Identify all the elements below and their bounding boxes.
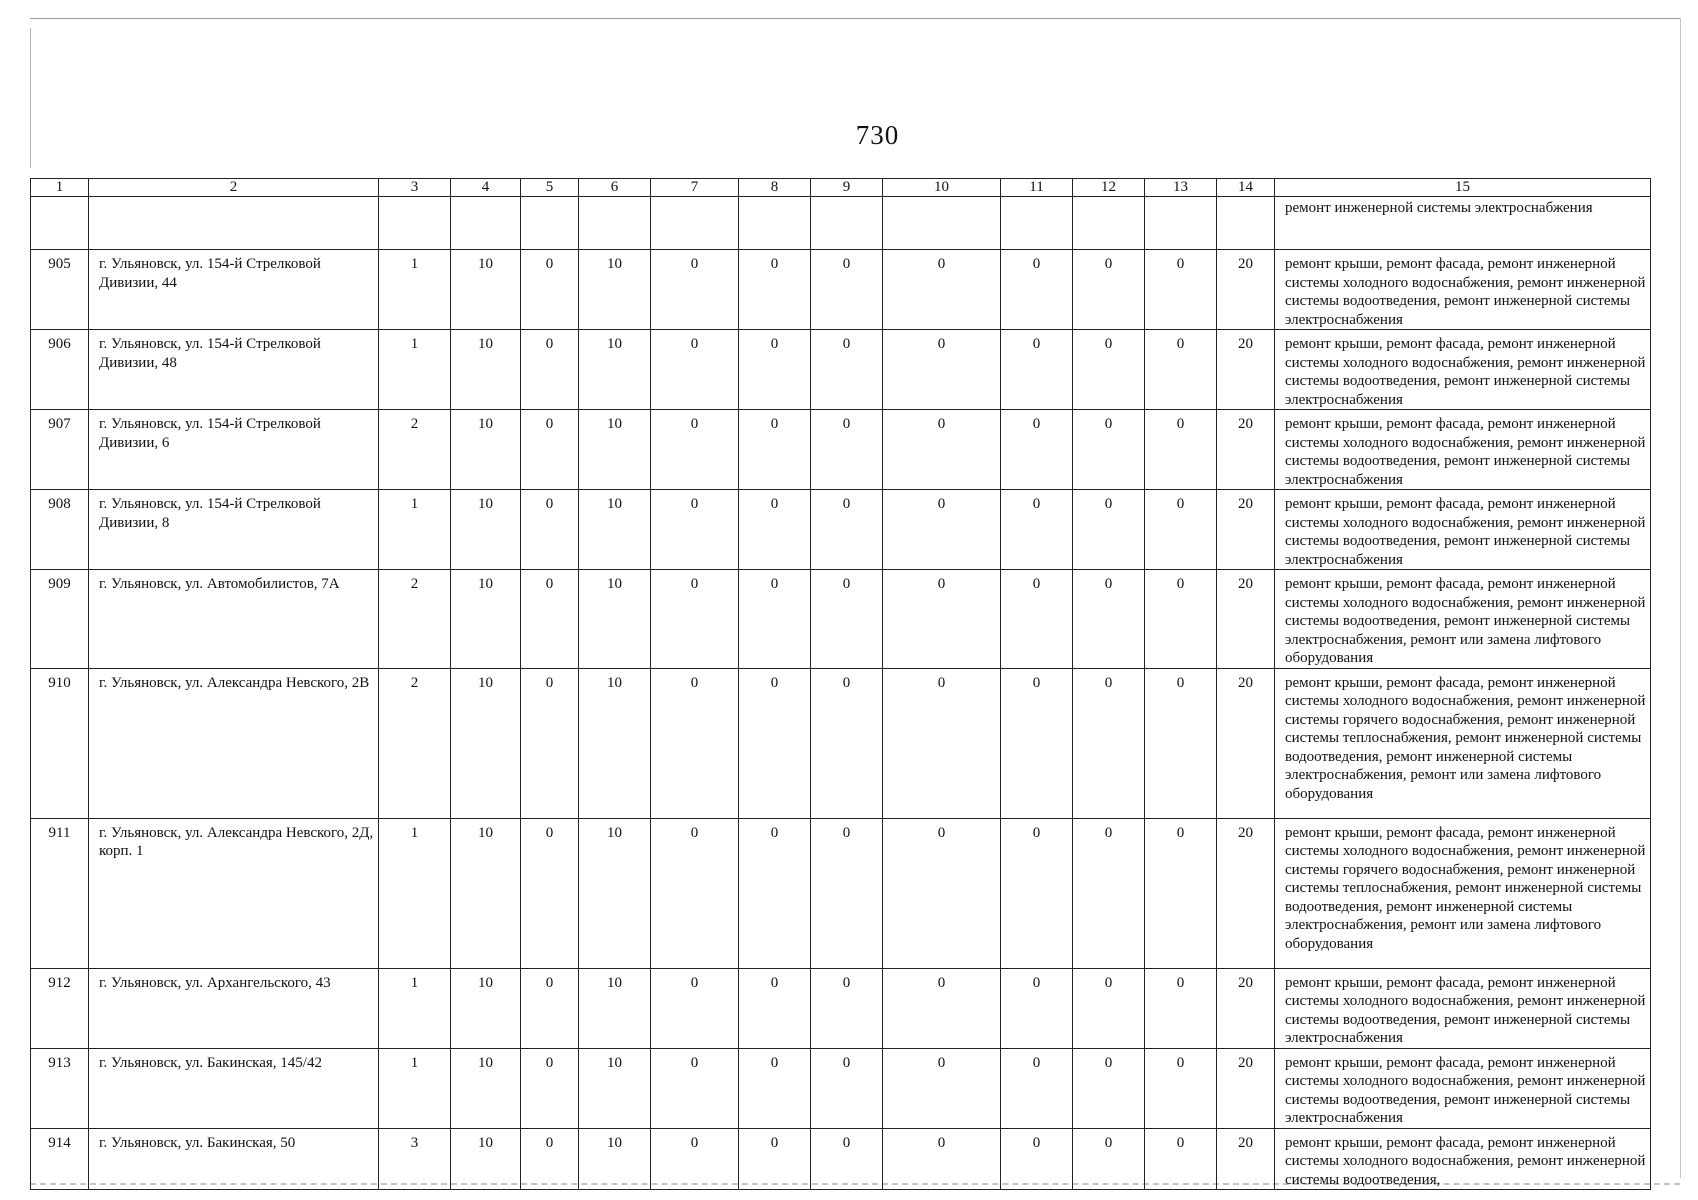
row-number: 913	[31, 1048, 89, 1128]
cell-c11: 0	[1001, 668, 1073, 818]
cell-c14: 20	[1217, 490, 1275, 570]
cell-c5: 0	[521, 818, 579, 968]
cell-c14: 20	[1217, 968, 1275, 1048]
cell-c11: 0	[1001, 1048, 1073, 1128]
cell-c14: 20	[1217, 818, 1275, 968]
row-number: 911	[31, 818, 89, 968]
cell-c6: 10	[579, 1128, 651, 1190]
cell-c14: 20	[1217, 250, 1275, 330]
column-header: 9	[811, 179, 883, 197]
cell-c14: 20	[1217, 330, 1275, 410]
works-cell: ремонт крыши, ремонт фасада, ремонт инженерной системы холодного водоснабжения, ремонт инженерной системы горячего водоснабжения, ремонт инженерной системы теплоснабжения, ремонт инженерной системы водоотведения, ремонт инженерной системы электроснабжения, ремонт или замена лифтового оборудования	[1275, 818, 1651, 968]
cell-c6: 10	[579, 570, 651, 669]
works-cell: ремонт крыши, ремонт фасада, ремонт инженерной системы холодного водоснабжения, ремонт инженерной системы водоотведения, ремонт инженерной системы электроснабжения	[1275, 968, 1651, 1048]
works-cell: ремонт крыши, ремонт фасада, ремонт инженерной системы холодного водоснабжения, ремонт инженерной системы водоотведения, ремонт инженерной системы электроснабжения	[1275, 330, 1651, 410]
cell-c10: 0	[883, 570, 1001, 669]
cell-c5: 0	[521, 490, 579, 570]
cell-c5: 0	[521, 1048, 579, 1128]
column-header: 12	[1073, 179, 1145, 197]
cell-c4: 10	[451, 818, 521, 968]
cell-c3: 1	[379, 968, 451, 1048]
cell-c11: 0	[1001, 818, 1073, 968]
cell-c7: 0	[651, 968, 739, 1048]
repair-plan-table	[30, 178, 1651, 1190]
cell-c6: 10	[579, 330, 651, 410]
column-header: 8	[739, 179, 811, 197]
column-number-header	[31, 179, 1651, 197]
works-cell: ремонт крыши, ремонт фасада, ремонт инженерной системы холодного водоснабжения, ремонт инженерной системы водоотведения,	[1275, 1128, 1651, 1190]
works-cell: ремонт крыши, ремонт фасада, ремонт инженерной системы холодного водоснабжения, ремонт инженерной системы горячего водоснабжения, ремонт инженерной системы теплоснабжения, ремонт инженерной системы водоотведения, ремонт инженерной системы электроснабжения, ремонт или замена лифтового оборудования	[1275, 668, 1651, 818]
cell-c13: 0	[1145, 968, 1217, 1048]
address-cell: г. Ульяновск, ул. 154-й Стрелковой Дивизии, 8	[89, 490, 379, 570]
cell-c4: 10	[451, 330, 521, 410]
cell-c11: 0	[1001, 410, 1073, 490]
cell-c6: 10	[579, 668, 651, 818]
cell-c9: 0	[811, 1048, 883, 1128]
works-cell: ремонт крыши, ремонт фасада, ремонт инженерной системы холодного водоснабжения, ремонт инженерной системы водоотведения, ремонт инженерной системы электроснабжения, ремонт или замена лифтового оборудования	[1275, 570, 1651, 669]
cell-c8: 0	[739, 490, 811, 570]
address-cell: г. Ульяновск, ул. 154-й Стрелковой Дивизии, 48	[89, 330, 379, 410]
cell-c6: 10	[579, 818, 651, 968]
address-cell: г. Ульяновск, ул. Архангельского, 43	[89, 968, 379, 1048]
cell-c13: 0	[1145, 818, 1217, 968]
cell-c13: 0	[1145, 570, 1217, 669]
cell-c7: 0	[651, 668, 739, 818]
row-number: 906	[31, 330, 89, 410]
cell-c9: 0	[811, 570, 883, 669]
column-header: 4	[451, 179, 521, 197]
works-cell: ремонт крыши, ремонт фасада, ремонт инженерной системы холодного водоснабжения, ремонт инженерной системы водоотведения, ремонт инженерной системы электроснабжения	[1275, 410, 1651, 490]
works-cell: ремонт инженерной системы электроснабжения	[1275, 197, 1651, 250]
cell-c10: 0	[883, 1128, 1001, 1190]
row-number: 905	[31, 250, 89, 330]
cell-c9: 0	[811, 1128, 883, 1190]
cell-c7: 0	[651, 1048, 739, 1128]
row-number: 912	[31, 968, 89, 1048]
table-row	[31, 818, 1651, 968]
cell-c8: 0	[739, 250, 811, 330]
cell-c8: 0	[739, 330, 811, 410]
cell-c13: 0	[1145, 410, 1217, 490]
address-cell: г. Ульяновск, ул. Бакинская, 145/42	[89, 1048, 379, 1128]
cell-c5: 0	[521, 570, 579, 669]
cell-c3: 2	[379, 410, 451, 490]
cell-c12: 0	[1073, 250, 1145, 330]
cell-c4: 10	[451, 968, 521, 1048]
cell-c10: 0	[883, 818, 1001, 968]
cell-c12: 0	[1073, 818, 1145, 968]
cell-c13: 0	[1145, 490, 1217, 570]
cell-c3: 2	[379, 570, 451, 669]
cell-c7: 0	[651, 818, 739, 968]
address-cell: г. Ульяновск, ул. Александра Невского, 2Д, корп. 1	[89, 818, 379, 968]
cell-c7: 0	[651, 570, 739, 669]
cell-c9: 0	[811, 968, 883, 1048]
row-number: 909	[31, 570, 89, 669]
column-header: 6	[579, 179, 651, 197]
cell-c7: 0	[651, 410, 739, 490]
cell-c13: 0	[1145, 1048, 1217, 1128]
cell-c12: 0	[1073, 410, 1145, 490]
cell-c9: 0	[811, 410, 883, 490]
column-header: 1	[31, 179, 89, 197]
cell-c14: 20	[1217, 1048, 1275, 1128]
cell-c9: 0	[811, 668, 883, 818]
column-header: 13	[1145, 179, 1217, 197]
column-header: 11	[1001, 179, 1073, 197]
cell-c4: 10	[451, 250, 521, 330]
cell-c4: 10	[451, 1128, 521, 1190]
cell-c14: 20	[1217, 668, 1275, 818]
cell-c3: 1	[379, 490, 451, 570]
cell-c11: 0	[1001, 968, 1073, 1048]
cell-c8: 0	[739, 668, 811, 818]
works-cell: ремонт крыши, ремонт фасада, ремонт инженерной системы холодного водоснабжения, ремонт инженерной системы водоотведения, ремонт инженерной системы электроснабжения	[1275, 1048, 1651, 1128]
page-border-top	[30, 18, 1680, 19]
table-row	[31, 330, 1651, 410]
cell-c13: 0	[1145, 668, 1217, 818]
cell-c12: 0	[1073, 1048, 1145, 1128]
cell-c6: 10	[579, 410, 651, 490]
cell-c3: 1	[379, 330, 451, 410]
cell-c7: 0	[651, 250, 739, 330]
cell-c11: 0	[1001, 490, 1073, 570]
cell-c11: 0	[1001, 1128, 1073, 1190]
cell-c14: 20	[1217, 410, 1275, 490]
cell-c5: 0	[521, 968, 579, 1048]
row-number: 907	[31, 410, 89, 490]
cell-c13: 0	[1145, 330, 1217, 410]
cell-c10: 0	[883, 1048, 1001, 1128]
cell-c4: 10	[451, 668, 521, 818]
cell-c8: 0	[739, 410, 811, 490]
cell-c3: 1	[379, 250, 451, 330]
cell-c13: 0	[1145, 250, 1217, 330]
address-cell: г. Ульяновск, ул. Александра Невского, 2В	[89, 668, 379, 818]
cell-c7: 0	[651, 490, 739, 570]
table-row	[31, 250, 1651, 330]
cell-c7: 0	[651, 1128, 739, 1190]
row-number: 914	[31, 1128, 89, 1190]
address-cell: г. Ульяновск, ул. Бакинская, 50	[89, 1128, 379, 1190]
cell-c12: 0	[1073, 570, 1145, 669]
cell-c8: 0	[739, 1048, 811, 1128]
cell-c3: 1	[379, 1048, 451, 1128]
cell-c10: 0	[883, 490, 1001, 570]
cell-c10: 0	[883, 968, 1001, 1048]
cell-c6: 10	[579, 250, 651, 330]
cell-c13: 0	[1145, 1128, 1217, 1190]
cell-c10: 0	[883, 668, 1001, 818]
cell-c12: 0	[1073, 668, 1145, 818]
cell-c12: 0	[1073, 330, 1145, 410]
cell-c4: 10	[451, 490, 521, 570]
column-header: 3	[379, 179, 451, 197]
cell-c11: 0	[1001, 570, 1073, 669]
cell-c5: 0	[521, 330, 579, 410]
cell-c3: 3	[379, 1128, 451, 1190]
cell-c5: 0	[521, 668, 579, 818]
cell-c9: 0	[811, 250, 883, 330]
cell-c10: 0	[883, 330, 1001, 410]
row-number: 908	[31, 490, 89, 570]
cell-c8: 0	[739, 1128, 811, 1190]
address-cell: г. Ульяновск, ул. Автомобилистов, 7А	[89, 570, 379, 669]
page-border-right	[1680, 18, 1681, 1178]
cell-c6: 10	[579, 1048, 651, 1128]
cell-c5: 0	[521, 1128, 579, 1190]
table-row	[31, 570, 1651, 669]
cell-c10: 0	[883, 250, 1001, 330]
cell-c7: 0	[651, 330, 739, 410]
works-cell: ремонт крыши, ремонт фасада, ремонт инженерной системы холодного водоснабжения, ремонт инженерной системы водоотведения, ремонт инженерной системы электроснабжения	[1275, 250, 1651, 330]
cell-c9: 0	[811, 490, 883, 570]
cell-c9: 0	[811, 330, 883, 410]
column-header: 2	[89, 179, 379, 197]
cell-c8: 0	[739, 818, 811, 968]
cell-c14: 20	[1217, 1128, 1275, 1190]
cell-c10: 0	[883, 410, 1001, 490]
column-header: 7	[651, 179, 739, 197]
works-cell: ремонт крыши, ремонт фасада, ремонт инженерной системы холодного водоснабжения, ремонт инженерной системы водоотведения, ремонт инженерной системы электроснабжения	[1275, 490, 1651, 570]
cell-c5: 0	[521, 410, 579, 490]
cell-c11: 0	[1001, 250, 1073, 330]
table-row	[31, 490, 1651, 570]
table-row	[31, 410, 1651, 490]
cell-c6: 10	[579, 968, 651, 1048]
table-row	[31, 1048, 1651, 1128]
cell-c4: 10	[451, 570, 521, 669]
cell-c12: 0	[1073, 968, 1145, 1048]
cell-c11: 0	[1001, 330, 1073, 410]
cell-c14: 20	[1217, 570, 1275, 669]
cell-c3: 1	[379, 818, 451, 968]
table-row	[31, 668, 1651, 818]
row-number: 910	[31, 668, 89, 818]
cell-c5: 0	[521, 250, 579, 330]
cell-c4: 10	[451, 1048, 521, 1128]
cell-c6: 10	[579, 490, 651, 570]
column-header: 10	[883, 179, 1001, 197]
table-row	[31, 968, 1651, 1048]
column-header: 14	[1217, 179, 1275, 197]
cell-c4: 10	[451, 410, 521, 490]
column-header: 15	[1275, 179, 1651, 197]
continuation-row	[31, 197, 1651, 250]
cell-c12: 0	[1073, 490, 1145, 570]
cell-c8: 0	[739, 968, 811, 1048]
column-header: 5	[521, 179, 579, 197]
address-cell: г. Ульяновск, ул. 154-й Стрелковой Дивизии, 6	[89, 410, 379, 490]
cell-c8: 0	[739, 570, 811, 669]
cell-c12: 0	[1073, 1128, 1145, 1190]
cell-c3: 2	[379, 668, 451, 818]
address-cell: г. Ульяновск, ул. 154-й Стрелковой Дивизии, 44	[89, 250, 379, 330]
table-row	[31, 1128, 1651, 1190]
cell-c9: 0	[811, 818, 883, 968]
page-number: 730	[855, 120, 900, 150]
